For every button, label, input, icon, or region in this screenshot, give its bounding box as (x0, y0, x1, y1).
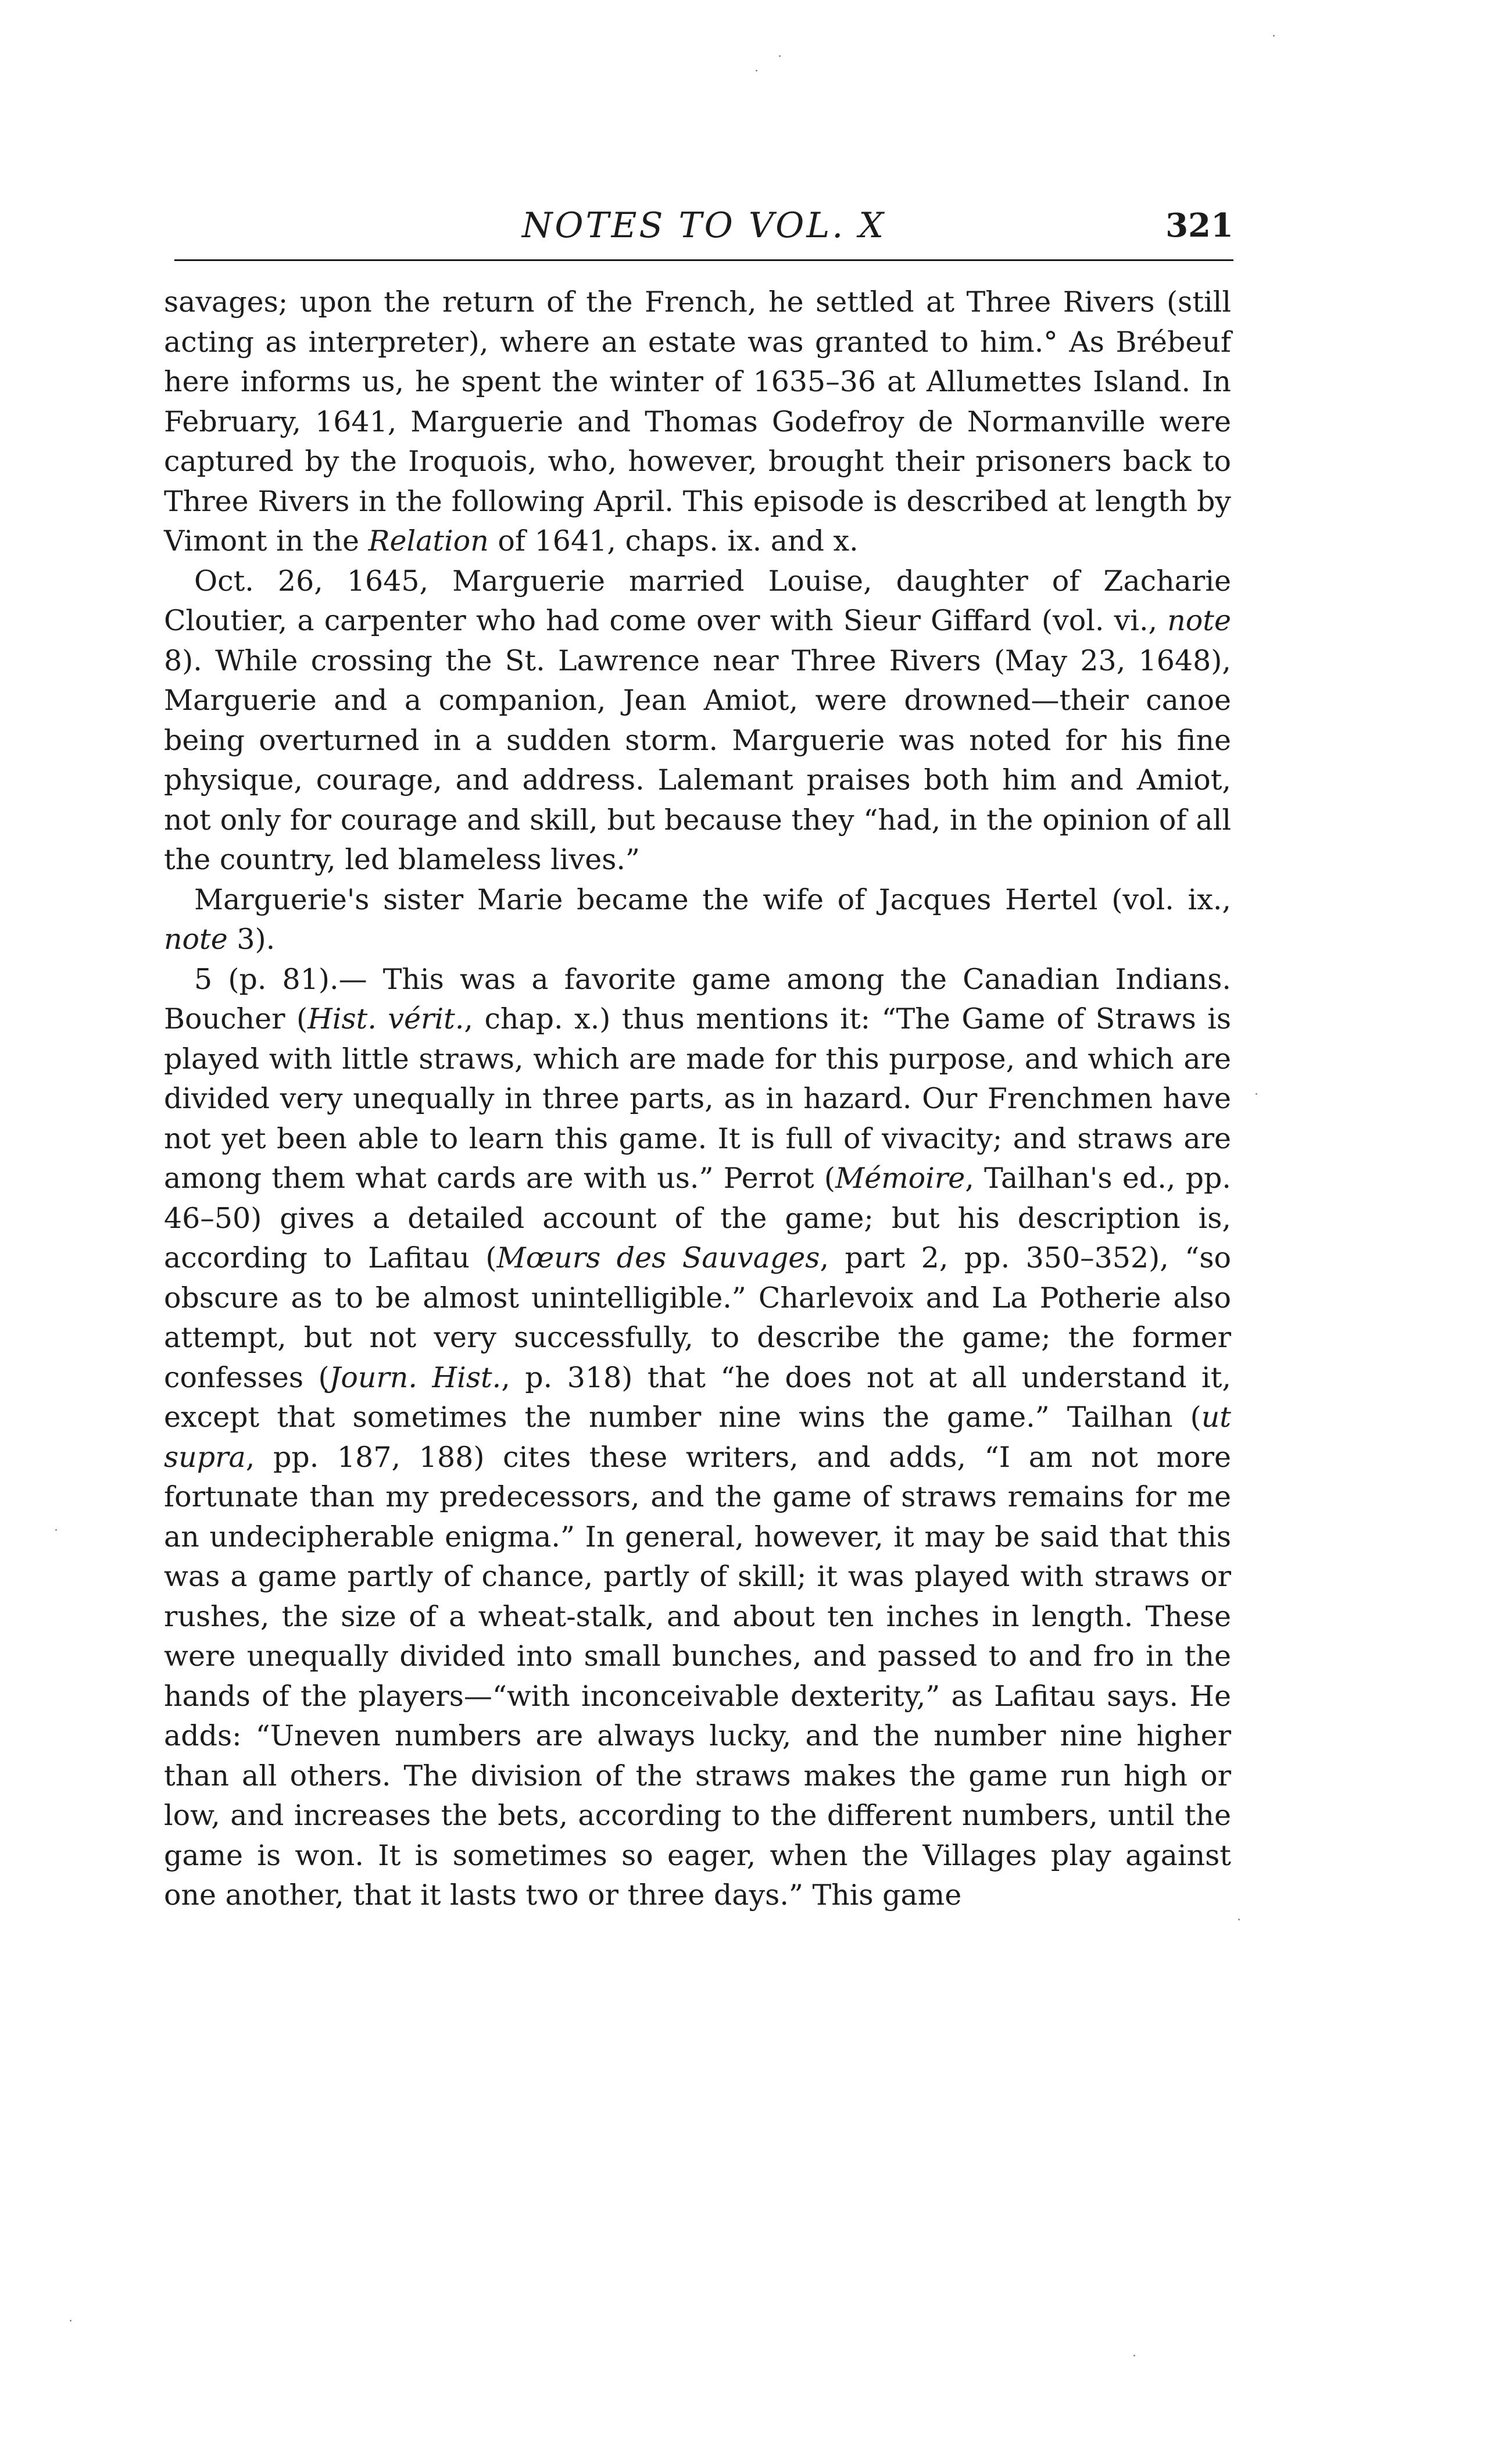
scan-speck (1256, 1093, 1257, 1095)
scan-speck (55, 1529, 57, 1531)
page-header (174, 202, 1233, 249)
italic-text: Mœurs des Sauvages (496, 1241, 820, 1274)
paragraph (164, 562, 1231, 880)
notes-body (164, 283, 1231, 1916)
scan-speck (779, 55, 781, 57)
scan-speck (1238, 1919, 1240, 1920)
italic-text: Relation (368, 524, 489, 558)
paragraph (164, 960, 1231, 1916)
italic-text: Hist. vérit. (307, 1002, 464, 1035)
running-head: NOTES TO VOL. X (521, 205, 886, 246)
text-run: , pp. 187, 188) cites these writers, and adds, “I am not more fortunate than my predecessors, and the game of straws remains for me an undecipherable enigma.” In general, however, it may be said that this was a game partly of chance, partly of skill; it was played with straws or rushes, the size of a wheat-stalk, and about ten inches in length. These were unequally divided into small bunches, and passed to and fro in the hands of the players—“with inconceivable dexterity,” as Lafitau says. He adds: “Uneven numbers are always lucky, and the number nine higher than all others. The division of the straws makes the game run high or low, and increases the bets, according to the different numbers, until the game is won. It is sometimes so eager, when the Villages play against one another, that it lasts two or three days.” This game (164, 1440, 1231, 1912)
text-run: 3). (227, 923, 276, 956)
text-run: savages; upon the return of the French, he settled at Three Rivers (still acting as interpreter), where an estate was granted to him.° As Brébeuf here informs us, he spent the winter of 1635–36 at Allumettes Island. In February, 1641, Marguerie and Thomas Godefroy de Normanville were captured by the Iroquois, who, however, brought their prisoners back to Three Rivers in the following April. This episode is described at length by Vimont in the (164, 285, 1231, 558)
scan-speck (756, 70, 757, 72)
text-run: of 1641, chaps. ix. and x. (488, 524, 859, 558)
italic-text: ut supra (164, 1401, 1231, 1474)
page-number: 321 (1165, 206, 1233, 245)
text-run: Oct. 26, 1645, Marguerie married Louise, daughter of Zacharie Cloutier, a carpenter who had come over with Sieur Giffard (vol. vi., (164, 564, 1231, 637)
text-run: Marguerie's sister Marie became the wife of Jacques Hertel (vol. ix., (194, 883, 1231, 916)
text-run: , p. 318) that “he does not at all understand it, except that sometimes the number nine wins the game.” Tailhan ( (164, 1360, 1231, 1434)
scan-speck (1273, 35, 1275, 37)
paragraph (164, 283, 1231, 562)
text-run: , chap. x.) thus mentions it: “The Game of Straws is played with little straws, which are made for this purpose, and which are divided very unequally in three parts, as in hazard. Our Frenchmen have not yet been able to learn this game. It is full of vivacity; and straws are among them what cards are with us.” Perrot ( (164, 1002, 1232, 1195)
text-run: 5 (p. 81).— This was a favorite game among the Canadian Indians. Boucher ( (164, 962, 1231, 1035)
paragraph (164, 880, 1231, 960)
italic-text: Journ. Hist. (329, 1360, 502, 1394)
text-run: , Tailhan's ed., pp. 46–50) gives a detailed account of the game; but his description is, according to Lafitau ( (164, 1162, 1231, 1274)
text-run: 8). While crossing the St. Lawrence near Three Rivers (May 23, 1648), Marguerie and a companion, Jean Amiot, were drowned—their canoe being overturned in a sudden storm. Marguerie was noted for his fine physique, courage, and address. Lalemant praises both him and Amiot, not only for courage and skill, but because they “had, in the opinion of all the country, led blameless lives.” (164, 644, 1231, 876)
italic-text: note (164, 923, 228, 956)
italic-text: note (1167, 604, 1231, 637)
scan-speck (1133, 2355, 1135, 2356)
italic-text: Mémoire (835, 1162, 965, 1195)
header-rule (174, 259, 1233, 261)
text-run: , part 2, pp. 350–352), “so obscure as to be almost unintelligible.” Charlevoix and La Potherie also attempt, but not very successfully, to describe the game; the former confesses ( (164, 1241, 1231, 1394)
scan-speck (70, 2320, 71, 2322)
